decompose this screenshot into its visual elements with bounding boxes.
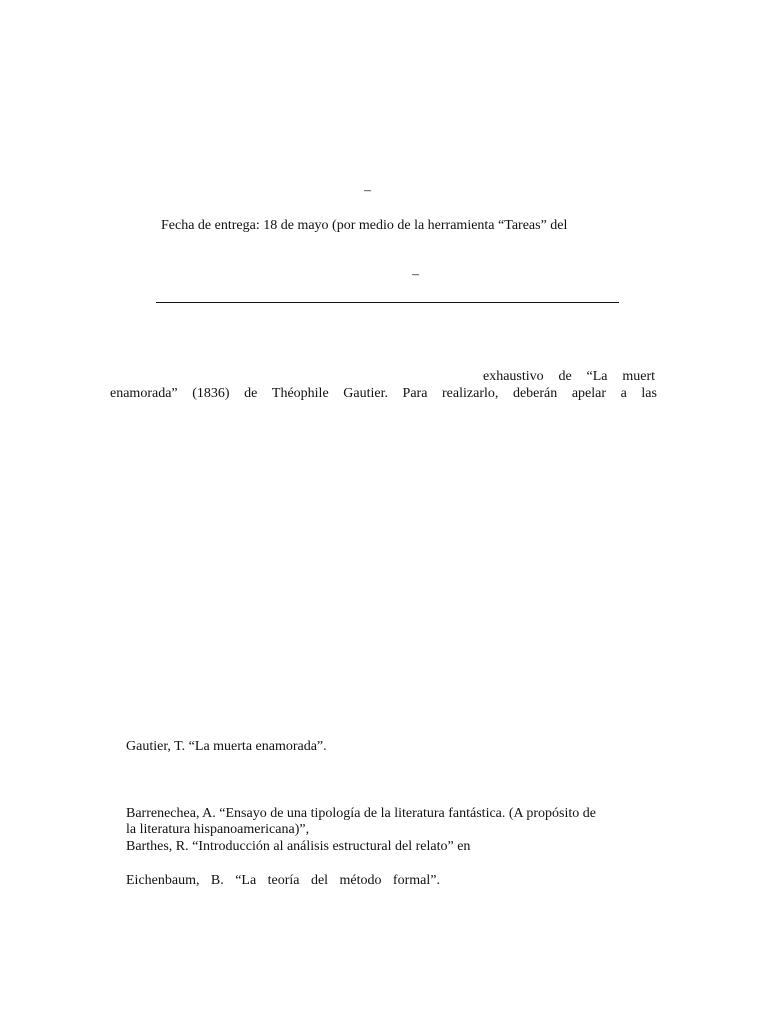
word: de [244, 386, 258, 401]
word: Para [402, 386, 428, 401]
reference-eichenbaum [126, 873, 440, 889]
word: muert [622, 369, 655, 384]
header-dash-bottom: – [412, 267, 419, 282]
word: Gautier. [343, 386, 388, 401]
word: B. [210, 873, 224, 888]
word: método [339, 873, 382, 888]
header-dash-top: – [364, 183, 371, 198]
word: “La [586, 369, 608, 384]
word: realizarlo, [442, 386, 499, 401]
word: (1836) [192, 386, 230, 401]
word: formal”. [392, 873, 440, 888]
word: las [641, 386, 657, 401]
word: enamorada” [110, 386, 178, 401]
word: de [558, 369, 572, 384]
body-line-1 [483, 369, 655, 385]
reference-barrenechea-line-1: Barrenechea, A. “Ensayo de una tipología de la literatura fantástica. (A propósito de [126, 806, 596, 821]
reference-barrenechea-line-2: la literatura hispanoamericana)”, [126, 822, 310, 837]
word: teoría [267, 873, 300, 888]
word: “La [235, 873, 257, 888]
word: Théophile [271, 386, 329, 401]
reference-barthes: Barthes, R. “Introducción al análisis estructural del relato” en [126, 839, 471, 854]
word: apelar [571, 386, 607, 401]
horizontal-rule [156, 302, 619, 303]
word: exhaustivo [483, 369, 544, 384]
word: a [620, 386, 627, 401]
word: Eichenbaum, [126, 873, 200, 888]
word: del [310, 873, 329, 888]
body-line-2 [110, 386, 657, 402]
reference-primary: Gautier, T. “La muerta enamorada”. [126, 739, 327, 754]
delivery-date-line: Fecha de entrega: 18 de mayo (por medio de la herramienta “Tareas” del [161, 218, 568, 233]
word: deberán [512, 386, 558, 401]
